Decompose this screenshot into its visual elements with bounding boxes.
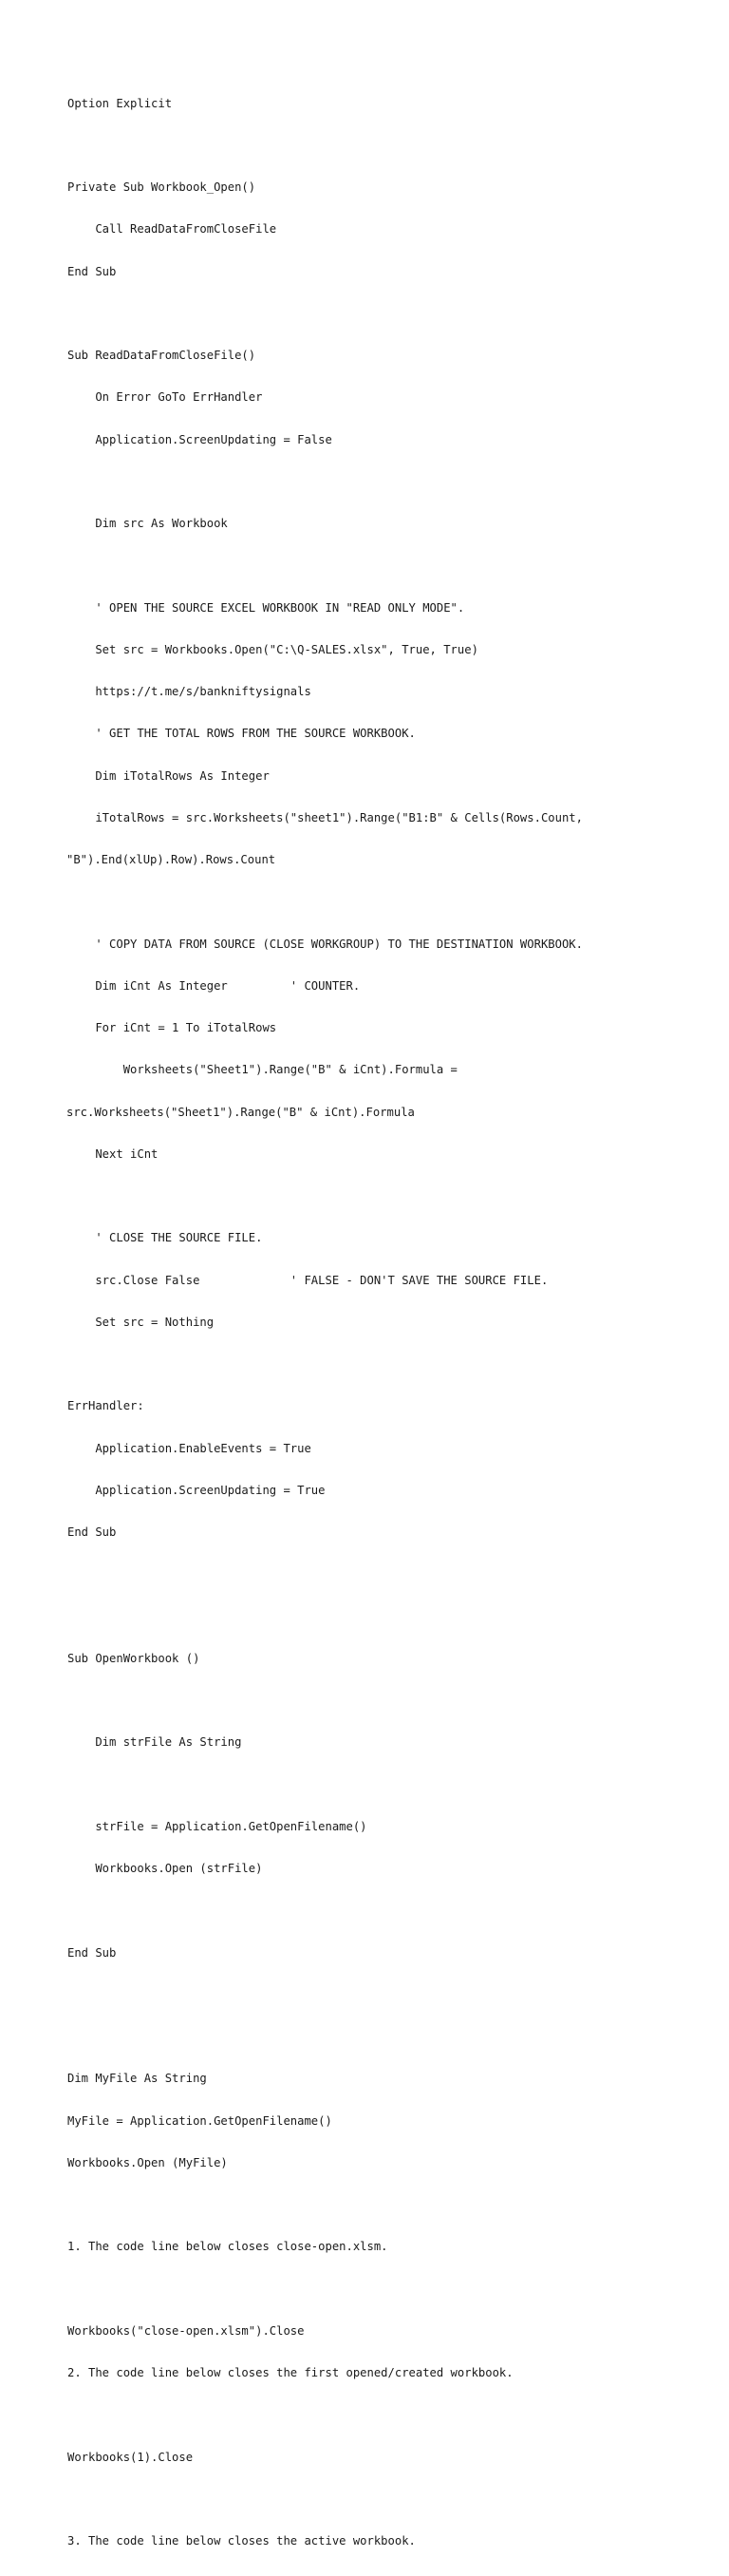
- code-label-line: ErrHandler:: [67, 1399, 144, 1413]
- code-line: [67, 1904, 583, 1918]
- code-line: [67, 2030, 583, 2044]
- code-listing: [67, 68, 583, 2576]
- code-line: [67, 1778, 583, 1792]
- code-line: Set src = Workbooks.Open("C:\Q-SALES.xlsx", True, True): [67, 642, 478, 656]
- code-line: [67, 1694, 583, 1708]
- code-line: Workbooks(1).Close: [67, 2450, 194, 2464]
- code-line: End Sub: [67, 1525, 117, 1539]
- code-line: Sub ReadDataFromCloseFile(): [67, 349, 256, 362]
- code-line: [67, 2492, 583, 2507]
- code-line: Dim MyFile As String: [67, 2072, 207, 2086]
- code-line: Next iCnt: [67, 1146, 159, 1161]
- code-line: strFile = Application.GetOpenFilename(): [67, 1819, 367, 1833]
- code-line: [67, 2282, 583, 2297]
- code-line: [67, 139, 583, 153]
- code-line: Application.ScreenUpdating = True: [67, 1483, 326, 1497]
- code-line: Set src = Nothing: [67, 1315, 215, 1329]
- code-line: End Sub: [67, 1945, 117, 1960]
- code-line: Option Explicit: [67, 96, 173, 110]
- code-line: Dim strFile As String: [67, 1735, 242, 1750]
- code-line: [67, 2408, 583, 2422]
- code-line: Dim src As Workbook: [67, 517, 228, 530]
- code-line-wrapped: "B").End(xlUp).Row).Rows.Count: [66, 853, 276, 866]
- url-text: https://t.me/s/bankniftysignals: [67, 685, 311, 698]
- code-line: [67, 2198, 583, 2212]
- code-comment-line: ' GET THE TOTAL ROWS FROM THE SOURCE WORKBOOK.: [67, 727, 416, 741]
- code-line: Application.EnableEvents = True: [67, 1441, 311, 1455]
- note-text: 3. The code line below closes the active workbook.: [67, 2534, 416, 2548]
- code-line: [67, 1988, 583, 2002]
- code-comment-line: ' CLOSE THE SOURCE FILE.: [67, 1231, 263, 1245]
- code-line-wrapped: src.Worksheets("Sheet1").Range("B" & iCnt).Formula: [66, 1105, 415, 1119]
- code-line: src.Close False ' FALSE - DON'T SAVE THE SOURCE FILE.: [67, 1273, 549, 1287]
- code-line: On Error GoTo ErrHandler: [67, 390, 263, 405]
- code-line: [67, 559, 583, 573]
- code-line: Worksheets("Sheet1").Range("B" & iCnt).Formula =: [67, 1063, 458, 1077]
- code-line: [67, 1610, 583, 1624]
- code-line: Dim iTotalRows As Integer: [67, 768, 270, 783]
- note-text: 2. The code line below closes the first opened/created workbook.: [67, 2366, 514, 2379]
- note-text: 1. The code line below closes close-open.xlsm.: [67, 2240, 388, 2254]
- code-line: [67, 1357, 583, 1372]
- code-line: [67, 1189, 583, 1203]
- code-line: Call ReadDataFromCloseFile: [67, 222, 277, 237]
- code-line: Workbooks("close-open.xlsm").Close: [67, 2323, 305, 2338]
- code-line: Sub OpenWorkbook (): [67, 1651, 200, 1665]
- code-line: For iCnt = 1 To iTotalRows: [67, 1021, 277, 1034]
- code-line: MyFile = Application.GetOpenFilename(): [67, 2113, 332, 2128]
- code-line: Application.ScreenUpdating = False: [67, 432, 332, 446]
- code-line: End Sub: [67, 264, 117, 278]
- code-line: Dim iCnt As Integer ' COUNTER.: [67, 978, 361, 993]
- code-comment-line: ' COPY DATA FROM SOURCE (CLOSE WORKGROUP) TO THE DESTINATION WORKBOOK.: [67, 937, 583, 951]
- code-line: Private Sub Workbook_Open(): [67, 180, 256, 194]
- code-line: iTotalRows = src.Worksheets("sheet1").Range("B1:B" & Cells(Rows.Count,: [67, 810, 583, 824]
- code-line: [67, 307, 583, 321]
- code-comment-line: ' OPEN THE SOURCE EXCEL WORKBOOK IN "READ ONLY MODE".: [67, 600, 465, 615]
- code-line: [67, 1567, 583, 1582]
- code-line: [67, 475, 583, 489]
- code-line: [67, 895, 583, 909]
- code-line: Workbooks.Open (MyFile): [67, 2155, 228, 2169]
- code-line: Workbooks.Open (strFile): [67, 1862, 263, 1875]
